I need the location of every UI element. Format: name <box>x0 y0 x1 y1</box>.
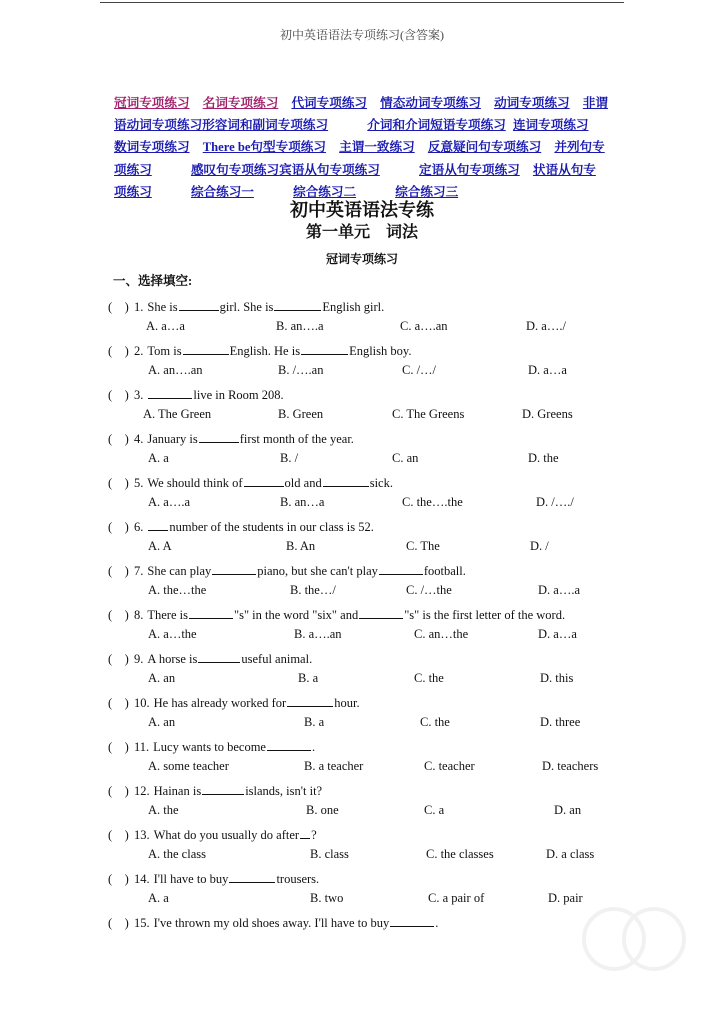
answer-option[interactable]: C. an <box>392 451 419 465</box>
question <box>108 693 360 711</box>
fill-blank[interactable] <box>323 476 369 487</box>
question-text: She can play <box>147 564 212 578</box>
answer-option[interactable]: C. teacher <box>424 759 475 773</box>
answer-option[interactable]: A. an <box>148 715 176 729</box>
answer-option[interactable]: B. a….an <box>294 627 342 641</box>
question-number: 7. <box>134 564 144 578</box>
link-object-clauses[interactable]: 宾语从句专项练习 <box>279 162 380 177</box>
question-text: sick. <box>369 476 393 490</box>
question <box>108 605 565 623</box>
link-subject-verb-agreement[interactable]: 主谓一致练习 <box>339 140 415 155</box>
question-text: We should think of <box>147 476 243 490</box>
question-text: football. <box>423 564 466 578</box>
fill-blank[interactable] <box>287 696 333 707</box>
question-text: Tom is <box>147 344 182 358</box>
answer-option[interactable]: A. A <box>148 539 172 553</box>
answer-option[interactable]: D. three <box>540 715 581 729</box>
answer-paren[interactable]: ( ) <box>108 432 129 446</box>
answer-paren[interactable]: ( ) <box>108 828 129 842</box>
question-text: piano, but she can't play <box>257 564 378 578</box>
question-number: 8. <box>134 608 144 622</box>
link-pronouns[interactable]: 代词专项练习 <box>291 96 367 110</box>
question <box>108 825 317 843</box>
answer-paren[interactable]: ( ) <box>108 696 129 710</box>
answer-option[interactable]: B. Green <box>278 407 324 421</box>
answer-option[interactable]: A. some teacher <box>148 759 229 773</box>
link-articles[interactable]: 冠词专项练习 <box>114 96 190 110</box>
answer-paren[interactable]: ( ) <box>108 652 129 666</box>
link-verbs[interactable]: 动词专项练习 <box>494 96 570 110</box>
answer-option[interactable]: B. a <box>304 715 325 729</box>
answer-option[interactable]: A. a…the <box>148 627 197 641</box>
answer-option[interactable]: D. a…a <box>528 363 567 377</box>
question-number: 13. <box>134 828 150 842</box>
question-number: 2. <box>134 344 144 358</box>
answer-paren[interactable]: ( ) <box>108 916 129 930</box>
question-text: ? <box>311 828 317 842</box>
question-text: islands, isn't it? <box>245 784 323 798</box>
link-exclamations[interactable]: 感叹句专项练习 <box>190 162 280 177</box>
page-title: 初中英语语法专练 <box>290 200 434 220</box>
answer-option[interactable]: A. a <box>148 451 169 465</box>
answer-option[interactable]: D. /…./ <box>536 495 574 509</box>
question-text: first month of the year. <box>239 432 354 446</box>
link-attributive-clauses[interactable]: 定语从句专项练习 <box>419 162 520 177</box>
fill-blank[interactable] <box>148 388 192 399</box>
answer-option[interactable]: C. a pair of <box>428 891 485 905</box>
question-text: trousers. <box>276 872 320 886</box>
question-text: I'll have to buy <box>153 872 229 886</box>
question <box>108 385 284 403</box>
answer-option[interactable]: D. teachers <box>542 759 599 773</box>
header-rule <box>100 2 624 3</box>
question-text: . <box>435 916 439 930</box>
question-text: old and <box>284 476 322 490</box>
answer-option[interactable]: D. a….a <box>538 583 580 597</box>
answer-option[interactable]: B. a teacher <box>304 759 364 773</box>
question-number: 3. <box>134 388 144 402</box>
answer-option[interactable]: C. a….an <box>400 319 448 333</box>
question-number: 6. <box>134 520 144 534</box>
answer-option[interactable]: B. two <box>310 891 344 905</box>
link-review-3[interactable]: 综合练习三 <box>395 184 459 199</box>
answer-option[interactable]: B. an….a <box>276 319 324 333</box>
question <box>108 781 322 799</box>
question <box>108 429 354 447</box>
answer-option[interactable]: C. an…the <box>414 627 469 641</box>
fill-blank[interactable] <box>189 608 233 619</box>
question <box>108 297 384 315</box>
page-header: 初中英语语法专项练习(含答案) <box>280 28 444 42</box>
section-heading: 一、选择填空: <box>113 274 193 288</box>
question-text: hour. <box>334 696 360 710</box>
answer-option[interactable]: B. a <box>298 671 319 685</box>
link-nouns[interactable]: 名词专项练习 <box>202 96 279 110</box>
answer-option[interactable]: A. the class <box>148 847 206 861</box>
answer-option[interactable]: D. an <box>554 803 582 817</box>
question-text: "s" is the first letter of the word. <box>404 608 566 622</box>
link-prepositions[interactable]: 介词和介词短语专项练习 <box>367 118 506 133</box>
section-subtitle: 冠词专项练习 <box>325 252 398 266</box>
answer-paren[interactable]: ( ) <box>108 388 129 402</box>
question <box>108 869 319 887</box>
answer-option[interactable]: B. An <box>286 539 316 553</box>
question-text: He has already worked for <box>153 696 287 710</box>
answer-option[interactable]: C. /…/ <box>402 363 437 377</box>
fill-blank[interactable] <box>359 608 403 619</box>
question-text: . <box>311 740 316 754</box>
answer-option[interactable]: C. the….the <box>402 495 463 509</box>
topic-links <box>114 92 608 203</box>
fill-blank[interactable] <box>148 520 168 531</box>
answer-option[interactable]: B. / <box>280 451 299 465</box>
link-modal-verbs[interactable]: 情态动词专项练习 <box>380 96 481 110</box>
question <box>108 737 315 755</box>
question <box>108 649 312 667</box>
question <box>108 913 438 931</box>
answer-option[interactable]: A. a…a <box>146 319 185 333</box>
question-text: January is <box>147 432 198 446</box>
watermark-icon <box>554 894 704 984</box>
fill-blank[interactable] <box>199 432 239 443</box>
fill-blank[interactable] <box>274 300 321 311</box>
fill-blank[interactable] <box>229 872 275 883</box>
answer-paren[interactable]: ( ) <box>108 476 129 490</box>
answer-option[interactable]: C. The Greens <box>392 407 465 421</box>
answer-paren[interactable]: ( ) <box>108 520 129 534</box>
question-number: 11. <box>134 740 150 754</box>
answer-paren[interactable]: ( ) <box>108 784 129 798</box>
fill-blank[interactable] <box>202 784 244 795</box>
question-text: She is <box>147 300 178 314</box>
question-text: Lucy wants to become <box>153 740 266 754</box>
question-number: 10. <box>134 696 150 710</box>
fill-blank[interactable] <box>212 564 256 575</box>
question-number: 4. <box>134 432 144 446</box>
answer-option[interactable]: B. /….an <box>278 363 324 377</box>
answer-option[interactable]: C. the <box>420 715 450 729</box>
answer-option[interactable]: B. an…a <box>280 495 325 509</box>
question-text: There is <box>147 608 188 622</box>
fill-blank[interactable] <box>390 916 434 927</box>
answer-option[interactable]: D. / <box>530 539 549 553</box>
answer-option[interactable]: D. a…./ <box>526 319 566 333</box>
answer-option[interactable]: D. this <box>540 671 574 685</box>
link-adverbial-clauses[interactable]: 状语从句专项练习 <box>114 162 596 199</box>
answer-paren[interactable]: ( ) <box>108 740 129 754</box>
question-text: English. He is <box>229 344 301 358</box>
link-tag-questions[interactable]: 反意疑问句专项练习 <box>427 140 542 155</box>
question <box>108 561 466 579</box>
answer-option[interactable]: C. the classes <box>426 847 494 861</box>
link-numerals[interactable]: 数词专项练习 <box>114 140 190 155</box>
answer-paren[interactable]: ( ) <box>108 564 129 578</box>
question-number: 9. <box>134 652 144 666</box>
answer-option[interactable]: B. one <box>306 803 339 817</box>
question-number: 12. <box>134 784 150 798</box>
unit-title: 第一单元 词法 <box>305 224 418 241</box>
question-text: English boy. <box>349 344 412 358</box>
fill-blank[interactable] <box>179 300 219 311</box>
link-conjunctions[interactable]: 连词专项练习 <box>512 118 589 133</box>
question-text: A horse is <box>147 652 198 666</box>
answer-option[interactable]: B. class <box>310 847 349 861</box>
answer-option[interactable]: D. the <box>528 451 559 465</box>
answer-option[interactable]: A. the…the <box>148 583 207 597</box>
link-review-1[interactable]: 综合练习一 <box>190 184 254 199</box>
question <box>108 341 411 359</box>
answer-paren[interactable]: ( ) <box>108 608 129 622</box>
answer-paren[interactable]: ( ) <box>108 344 129 358</box>
link-review-2[interactable]: 综合练习二 <box>293 184 357 199</box>
answer-option[interactable]: A. an….an <box>148 363 203 377</box>
answer-option[interactable]: C. the <box>414 671 444 685</box>
answer-option[interactable]: D. a class <box>546 847 595 861</box>
question <box>108 473 393 491</box>
answer-paren[interactable]: ( ) <box>108 300 129 314</box>
question-text: girl. She is <box>219 300 274 314</box>
question-number: 5. <box>134 476 144 490</box>
question-text: Hainan is <box>153 784 202 798</box>
question-text: I've thrown my old shoes away. I'll have to buy <box>153 916 390 930</box>
link-compound-sentences[interactable]: 并列句专项练习 <box>114 140 605 177</box>
answer-option[interactable]: A. a….a <box>148 495 190 509</box>
fill-blank[interactable] <box>300 828 310 839</box>
question-number: 15. <box>134 916 150 930</box>
fill-blank[interactable] <box>301 344 348 355</box>
answer-option[interactable]: C. a <box>424 803 445 817</box>
link-nonfinite-verbs[interactable]: 非谓语动词专项练习 <box>114 96 608 133</box>
question-text: useful animal. <box>241 652 313 666</box>
answer-option[interactable]: A. The Green <box>143 407 212 421</box>
answer-option[interactable]: D. a…a <box>538 627 577 641</box>
fill-blank[interactable] <box>267 740 311 751</box>
fill-blank[interactable] <box>183 344 229 355</box>
link-adjectives-adverbs[interactable]: 形容词和副词专项练习 <box>202 118 329 133</box>
question-number: 14. <box>134 872 150 886</box>
fill-blank[interactable] <box>198 652 240 663</box>
question-text: number of the students in our class is 52. <box>169 520 374 534</box>
answer-option[interactable]: A. an <box>148 671 176 685</box>
answer-option[interactable]: A. a <box>148 891 169 905</box>
answer-option[interactable]: C. /…the <box>406 583 452 597</box>
question-text: English girl. <box>322 300 385 314</box>
answer-paren[interactable]: ( ) <box>108 872 129 886</box>
question-text: "s" in the word "six" and <box>233 608 359 622</box>
question-number: 1. <box>134 300 144 314</box>
answer-option[interactable]: D. Greens <box>522 407 573 421</box>
answer-option[interactable]: B. the…/ <box>290 583 336 597</box>
question <box>108 517 374 535</box>
link-there-be[interactable]: There be句型专项练习 <box>202 140 326 155</box>
fill-blank[interactable] <box>379 564 423 575</box>
question-text: What do you usually do after <box>153 828 300 842</box>
answer-option[interactable]: C. The <box>406 539 440 553</box>
question-text: live in Room 208. <box>193 388 284 402</box>
fill-blank[interactable] <box>244 476 284 487</box>
answer-option[interactable]: D. pair <box>548 891 583 905</box>
answer-option[interactable]: A. the <box>148 803 179 817</box>
